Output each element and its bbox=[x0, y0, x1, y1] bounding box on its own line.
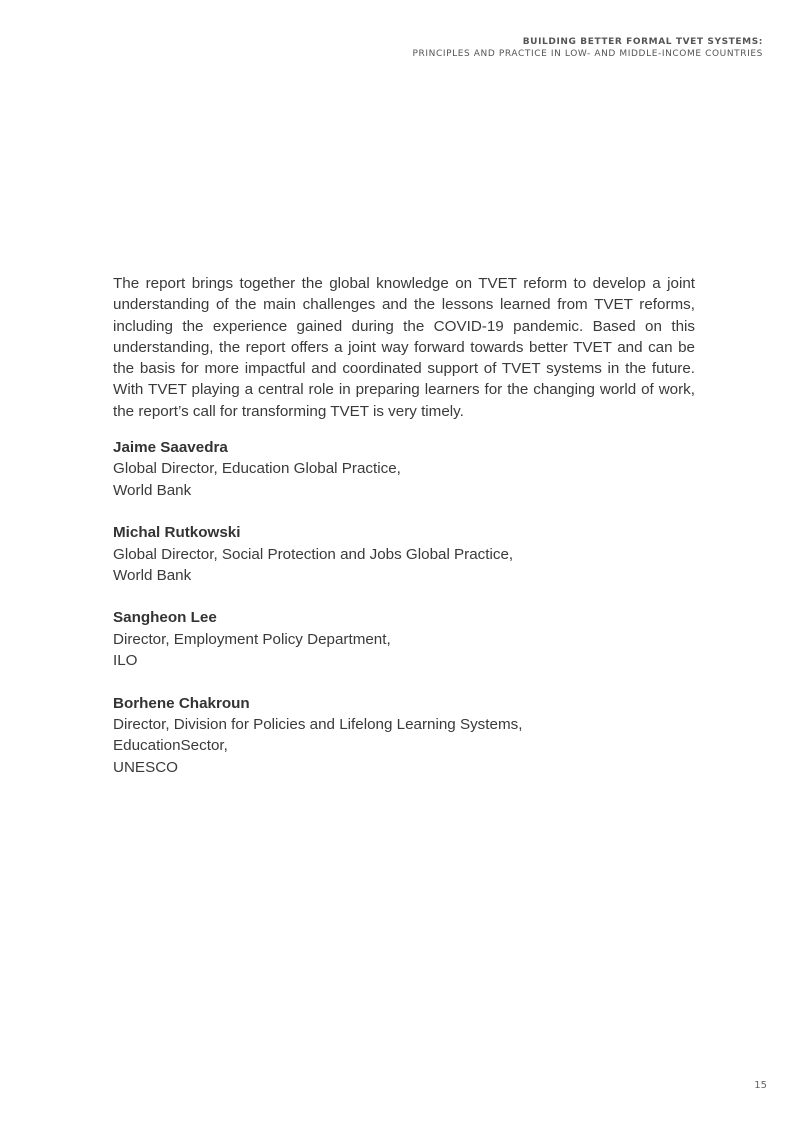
signatory-name: Michal Rutkowski bbox=[113, 524, 241, 542]
signatory-organization: World Bank bbox=[113, 481, 192, 499]
signatory bbox=[113, 607, 695, 671]
main-content bbox=[113, 273, 695, 799]
page-number: 15 bbox=[754, 1080, 767, 1091]
signatory bbox=[113, 693, 695, 778]
signatory-title: Director, Division for Policies and Lifelong Learning Systems, bbox=[113, 715, 523, 733]
signatory-name: Borhene Chakroun bbox=[113, 694, 250, 712]
signatory bbox=[113, 522, 695, 586]
signatory-organization: UNESCO bbox=[113, 758, 178, 776]
running-header bbox=[412, 36, 763, 60]
signatory-title: Global Director, Education Global Practice, bbox=[113, 460, 401, 478]
signatory-name: Jaime Saavedra bbox=[113, 439, 228, 457]
signatory-organization: World Bank bbox=[113, 566, 192, 584]
signatory-title: Global Director, Social Protection and Jobs Global Practice, bbox=[113, 545, 514, 563]
signatory-organization: ILO bbox=[113, 652, 138, 670]
document-subtitle: PRINCIPLES AND PRACTICE IN LOW- AND MIDDLE-INCOME COUNTRIES bbox=[412, 49, 763, 59]
signatories-list bbox=[113, 437, 695, 778]
signatory-title: Director, Employment Policy Department, bbox=[113, 630, 391, 648]
signatory-sector: EducationSector, bbox=[113, 737, 228, 755]
signatory bbox=[113, 437, 695, 501]
signatory-name: Sangheon Lee bbox=[113, 609, 217, 627]
body-paragraph: The report brings together the global knowledge on TVET reform to develop a joint understanding of the main challenges and the lessons learned from TVET reforms, including the experience gained during the COVID-19 pandemic. Based on this understanding, the report offers a joint way forward towards better TVET and can be the basis for more impactful and coordinated support of TVET systems in the future. With TVET playing a central role in preparing learners for the changing world of work, the report’s call for transforming TVET is very timely. bbox=[113, 275, 695, 420]
document-title: BUILDING BETTER FORMAL TVET SYSTEMS: bbox=[522, 37, 763, 47]
